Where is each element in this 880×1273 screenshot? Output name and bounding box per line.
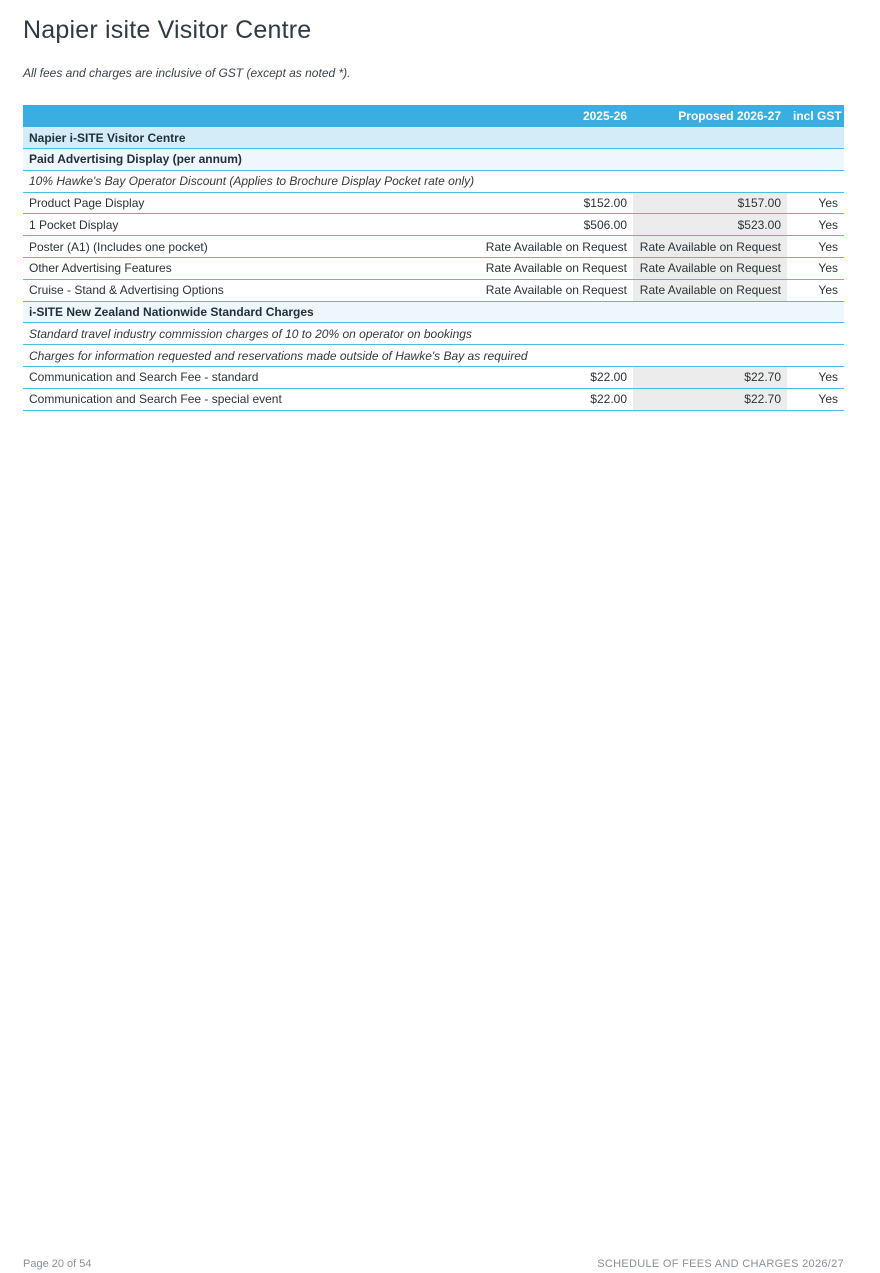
table-header-row (23, 105, 844, 127)
fee-proposed: $22.70 (633, 367, 787, 389)
note-row (23, 323, 844, 345)
fee-proposed: Rate Available on Request (633, 236, 787, 258)
fee-description: Poster (A1) (Includes one pocket) (23, 236, 479, 258)
section-row (23, 127, 844, 149)
fee-current: $506.00 (479, 214, 633, 236)
header-proposed-year: Proposed 2026-27 (633, 105, 787, 127)
fee-gst: Yes (787, 258, 844, 280)
fee-gst: Yes (787, 192, 844, 214)
fee-description: Product Page Display (23, 192, 479, 214)
header-incl-gst: incl GST (787, 105, 844, 127)
fee-proposed: $22.70 (633, 388, 787, 410)
document-title: SCHEDULE OF FEES AND CHARGES 2026/27 (597, 1258, 844, 1270)
fee-proposed: Rate Available on Request (633, 258, 787, 280)
page-title: Napier isite Visitor Centre (23, 16, 312, 44)
fee-gst: Yes (787, 367, 844, 389)
header-current-year: 2025-26 (479, 105, 633, 127)
fee-description: Cruise - Stand & Advertising Options (23, 279, 479, 301)
table-row (23, 192, 844, 214)
table-row (23, 214, 844, 236)
subsection-title: Paid Advertising Display (per annum) (23, 149, 844, 171)
fee-gst: Yes (787, 236, 844, 258)
fee-current: Rate Available on Request (479, 279, 633, 301)
note-text: 10% Hawke's Bay Operator Discount (Applies to Brochure Display Pocket rate only) (23, 170, 844, 192)
note-text: Standard travel industry commission charges of 10 to 20% on operator on bookings (23, 323, 844, 345)
fee-description: Communication and Search Fee - standard (23, 367, 479, 389)
table-row (23, 236, 844, 258)
fees-table (23, 105, 844, 411)
fee-description: 1 Pocket Display (23, 214, 479, 236)
table-row (23, 388, 844, 410)
fee-gst: Yes (787, 279, 844, 301)
table-row (23, 279, 844, 301)
note-row (23, 170, 844, 192)
fee-current: $22.00 (479, 367, 633, 389)
section-title: Napier i-SITE Visitor Centre (23, 127, 844, 149)
subsection-row (23, 301, 844, 323)
fee-description: Communication and Search Fee - special event (23, 388, 479, 410)
fee-gst: Yes (787, 214, 844, 236)
fee-current: $152.00 (479, 192, 633, 214)
gst-note: All fees and charges are inclusive of GST (except as noted *). (23, 66, 351, 80)
subsection-row (23, 149, 844, 171)
fee-current: Rate Available on Request (479, 258, 633, 280)
fee-current: $22.00 (479, 388, 633, 410)
header-description (23, 105, 479, 127)
fee-proposed: Rate Available on Request (633, 279, 787, 301)
fee-proposed: $523.00 (633, 214, 787, 236)
fee-proposed: $157.00 (633, 192, 787, 214)
page-number: Page 20 of 54 (23, 1258, 92, 1270)
table-row (23, 367, 844, 389)
table-row (23, 258, 844, 280)
subsection-title: i-SITE New Zealand Nationwide Standard Charges (23, 301, 844, 323)
fee-gst: Yes (787, 388, 844, 410)
fee-current: Rate Available on Request (479, 236, 633, 258)
fee-description: Other Advertising Features (23, 258, 479, 280)
note-text: Charges for information requested and reservations made outside of Hawke's Bay as required (23, 345, 844, 367)
note-row (23, 345, 844, 367)
